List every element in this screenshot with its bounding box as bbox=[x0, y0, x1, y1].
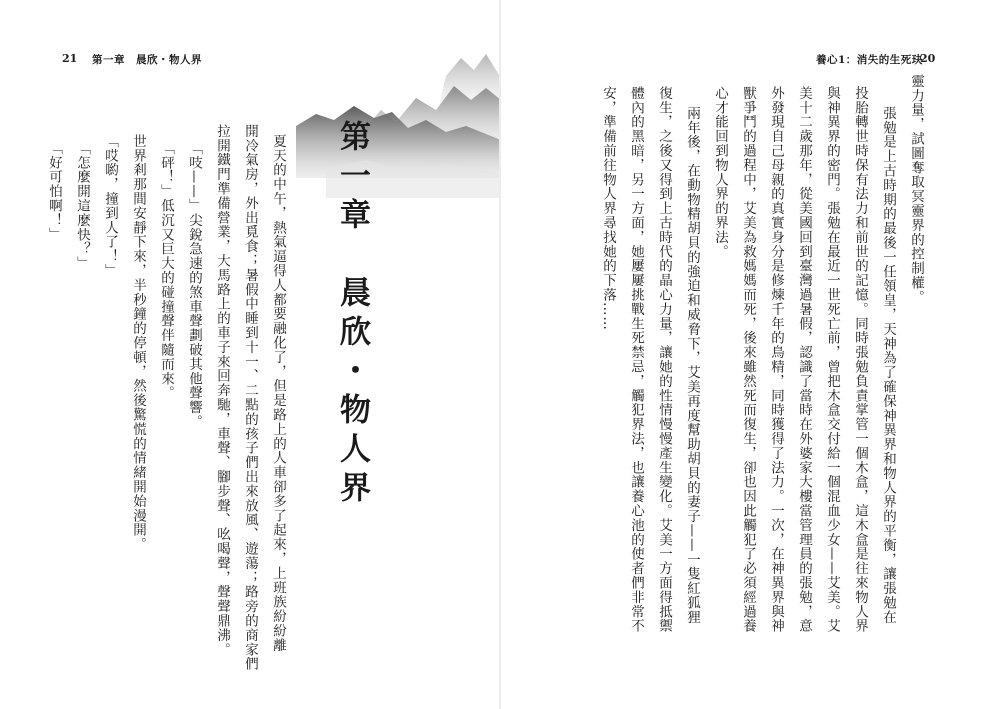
text-column: 復生，之後又得到上古時代的晶心力量，讓她的性情慢慢產生變化。艾美一方面得抵禦 bbox=[656, 86, 672, 634]
text-column: 與神異界的密門。張勉在最近一世死亡前，曾把木盒交付給一個混血少女——艾美。艾 bbox=[824, 86, 840, 634]
text-column: 投胎轉世時保有法力和前世的記憶。同時張勉負責掌管一個木盒，這木盒是往來物人界 bbox=[852, 86, 868, 634]
page-number: 21 bbox=[62, 52, 78, 65]
text-column: 「哎喲，撞到人了！」 bbox=[102, 134, 118, 278]
text-column: 「怎麼開這麼快？」 bbox=[74, 141, 90, 271]
text-column: 夏天的中午，熱氣逼得人都要融化了，但是路上的人車卻多了起來，上班族紛紛離 bbox=[270, 134, 286, 653]
text-column: 「吱——」尖銳急速的煞車聲劃破其他聲響。 bbox=[186, 141, 202, 429]
text-column: 獸爭鬥的過程中，艾美為救媽媽而死，後來雖然死而復生，卻也因此觸犯了必須經過養 bbox=[740, 86, 756, 634]
text-column: 靈力量，試圖奪取冥靈界的控制權。 bbox=[908, 74, 924, 305]
right-page bbox=[500, 0, 1000, 709]
text-column: 安，準備前往物人界尋找她的下落…… bbox=[600, 86, 616, 331]
text-column: 體內的黑暗，另一方面，她屢屢挑戰生死禁忌，觸犯界法，也讓養心池的使者們非常不 bbox=[628, 86, 644, 634]
text-column: 「砰！」低沉又巨大的碰撞聲伴隨而來。 bbox=[158, 141, 174, 401]
text-column: 美十二歲那年，從美國回到臺灣過暑假，認識了當時在外婆家大樓當管理員的張勉，意 bbox=[796, 86, 812, 634]
mountain-illustration bbox=[296, 48, 501, 198]
chapter-title: 第一章 晨欣・物人界 bbox=[334, 120, 370, 510]
text-column: 世界剎那間安靜下來，半秒鐘的停頓，然後驚慌的情緒開始漫開。 bbox=[130, 134, 146, 552]
running-head: 養心1：消失的生死玦 bbox=[816, 54, 923, 66]
page-number: 20 bbox=[920, 52, 936, 65]
text-column: 拉開鐵門準備營業，大馬路上的車子來回奔馳，車聲、腳步聲、吆喝聲，聲聲鼎沸。 bbox=[214, 124, 230, 657]
text-column: 開冷氣房，外出覓食；暑假中睡到十一、二點的孩子們出來放風、遊蕩；路旁的商家們 bbox=[242, 124, 258, 672]
text-column: 張勉是上古時期的最後一任領皇，天神為了確保神異界和物人界的平衡，讓張勉在 bbox=[880, 106, 896, 625]
text-column: 「好可怕啊！」 bbox=[46, 141, 62, 242]
text-column: 兩年後，在動物精胡貝的強迫和威脅下，艾美再度幫助胡貝的妻子——一隻紅狐狸 bbox=[684, 106, 700, 625]
text-column: 外發現自己母親的真實身分是修煉千年的鳥精，同時獲得了法力。一次，在神異界與神 bbox=[768, 86, 784, 634]
text-column: 心才能回到物人界的界法。 bbox=[712, 86, 728, 259]
running-head: 第一章 晨欣・物人界 bbox=[92, 54, 202, 66]
